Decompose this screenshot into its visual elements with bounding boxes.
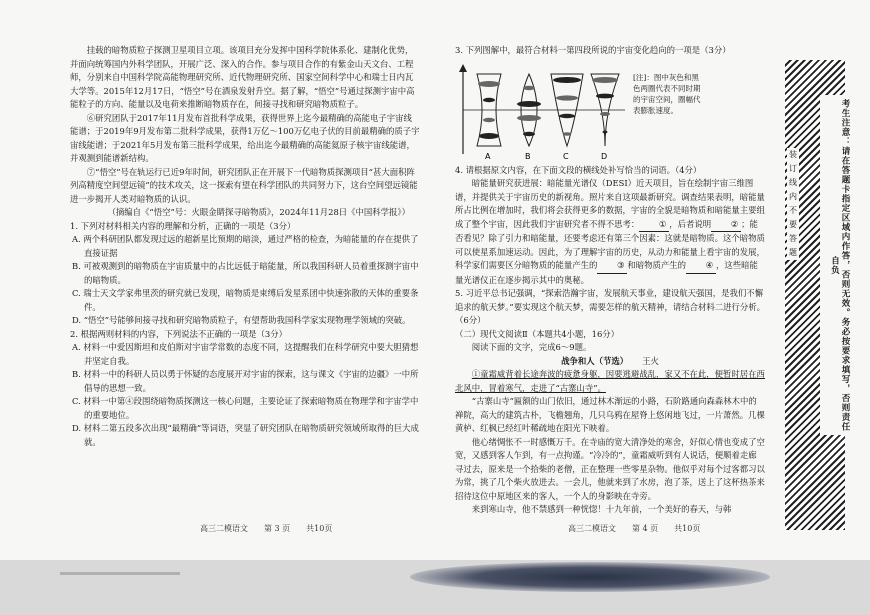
question-1-stem: 1. 下列对材料相关内容的理解和分析，正确的一项是（3分） <box>70 220 296 231</box>
figure-note: [注]：图中灰色和黑色两圈代表不同时期的宇宙空间，圈幅代表膨胀速度。 <box>633 72 701 115</box>
page-3-footer: 高三二模语文 第 3 页 共10页 <box>200 524 333 533</box>
answer-blank-2[interactable]: ② <box>711 218 741 233</box>
source-citation: （摘编自《“悟空”号：火眼金睛探寻暗物质》，2024年11月28日《中国科学报》） <box>107 207 410 217</box>
question-5-stem: 5. 习近平总书记强调，“探索浩瀚宇宙，发展航天事业，建设航天强国，是我们不懈追求的航天梦。”要实现这个航天梦，需要怎样的航天精神，请结合材料二进行分析。（6分） <box>455 288 765 325</box>
question-2-option-c: C. 材料一中第④段围绕暗物质探测这一核心问题，主要论证了探索暗物质在物理学和宇宙学中的重要地位。 <box>72 396 419 420</box>
label-a: A <box>485 151 491 161</box>
question-2-option-b: B. 材料一中的科研人员以勇于怀疑的态度展开对宇宙的探索，这与课文《宇宙的边疆》一中所倡导的思想一致。 <box>72 369 419 393</box>
label-c: C <box>563 151 569 161</box>
section-heading: （二）现代文阅读Ⅱ（本题共4小题，16分） <box>455 328 620 339</box>
passage-paragraph: ⑥研究团队于2017年11月发布首批科学成果，获得世界上迄今最精确的高能电子宇宙线能谱；于2019年9月发布第二批科学成果，获得1万亿～100万亿电子伏的目前最精确的质子宇宙线能谱；于2021年5月发布第三批科学成果，给出迄今最精确的高能氦原子核宇宙线能谱，并观测到能谱新结构。 <box>70 112 420 163</box>
answer-blank-1[interactable]: ① <box>639 218 669 233</box>
story-paragraph: 来到寒山寺，他不禁感到一种恍惚！十九年前，一个美好的春天，与韩 <box>471 504 732 514</box>
question-2-option-a: A. 材料一中爱因斯坦和皮伯斯对宇宙学常数的态度不同，这提醒我们在科学研究中要大胆猜想并坚定自我。 <box>72 342 419 366</box>
story-title: 战争和人（节选） 王火 <box>561 355 659 366</box>
question-3-stem: 3. 下列图解中，最符合材料一第四段所说的宇宙变化趋向的一项是（3分） <box>455 45 731 55</box>
question-2-stem: 2. 根据两则材料的内容，下列说法不正确的一项是（3分） <box>70 328 287 339</box>
scan-shadow <box>410 562 770 592</box>
answer-blank-4[interactable]: ④ <box>686 259 716 274</box>
question-1-option-c: C. 瑞士天文学家弗里茨的研究就已发现，暗物质是束缚后发星系团中快速弥散的天体的重要条件。 <box>72 288 419 312</box>
label-b: B <box>525 151 531 161</box>
question-4-stem: 4. 请根据原文内容，在下面文段的横线处补写恰当的词语。（4分） <box>455 164 702 175</box>
page-3-column <box>70 44 420 449</box>
passage-paragraph: ⑦“悟空”号在轨运行已近9年时间，研究团队正在开展下一代暗物质探测项目“甚大面积阵列高精度空间望远镜”的技术攻关，这一探索有望在科学团队的共同努力下，这台空间望远镜能进一步揭开人类对暗物质的认识。 <box>70 166 418 204</box>
question-1-option-b: B. 可被观测到的暗物质在宇宙质量中的占比远低于暗能量，所以我国科研人员着重探测宇宙中的暗物质。 <box>72 261 419 285</box>
candidate-notice: 考生注意：请在答题卡指定区域内作答，否则无效。务必按要求填写，否则责任自负 <box>820 95 850 435</box>
binding-line-label: 装订线内不要答题 <box>787 148 799 260</box>
question-4-passage: 暗能量研究获进展：暗能量光谱仪（DESI）近天项目，旨在绘制宇宙三维图谱，并提供关于宇宙历史的新视角。照片来自这项最新研究。调查结果表明，暗能量所占比例在增加时，我们将会获得更多的数据，宇宙的全貌是暗物质和暗能量主要组成了整个宇宙，因此我们宇宙研究者不得不思考： ① ，后者说明 ② ；能否看见？除了引力和暗能量，还要考虑还有第三个因素：这就是暗物质。这个暗物质可以使星系加速运动。因此，为了理解宇宙的历史，从动力和能量上看宇宙的发展，科学家们需要区分暗物质的能量产生的 ③ 和暗物质产生的 ④ ，这些暗能量光谱仪正在逐步揭示其中的奥秘。 <box>455 178 765 285</box>
label-d: D <box>601 151 608 161</box>
story-paragraph: 他心绪惆怅不一时感慨万千。在寺庙的宽大清净处的寒舍，好似心情也变成了空宽，又感到客人乍到，有一点拘谨。“冷冷的”，童霜威听到有人说话，便顺着走廊寻过去，原来是一个拾柴的老僧，正在整理一些零星杂物。他似乎对每个过客都习以为常，挑了几个柴火放进去。一会儿，他就来到了水房，泡了茶，送上了这杯热茶来招待这位中原地区来的客人，一个人的身影映在寺旁。 <box>455 436 765 501</box>
scan-artifact <box>60 572 180 575</box>
story-author: 王火 <box>642 355 659 366</box>
passage-paragraph: 挂载的暗物质粒子探测卫星项目立项。该项目充分发挥中国科学院体系化、建制化优势，并面向统筹国内外科学团队，开展广泛、深入的合作。参与项目合作的有紫金山天文台、工程师，分别来自中国科学院高能物理研究所、近代物理研究所、国家空间科学中心和瑞士日内瓦大学等。2015年12月17日，“悟空”号在酒泉发射升空。据了解，“悟空”号通过探测宇宙中高能粒子的方向、能量以及电荷来推断暗物质存在，间接寻找和研究暗物质粒子。 <box>70 45 415 109</box>
answer-blank-3[interactable]: ③ <box>597 259 627 274</box>
story-paragraph: ①童霜威背着长途奔波的疲惫身躯，因要逃避战乱，家又不在此，便暂时居在西北风中，冒着寒气，走进了“古寨山寺”。 <box>455 369 765 393</box>
section-instruction: 阅读下面的文字，完成6～9题。 <box>471 342 592 352</box>
page-4-footer: 高三二模语文 第 4 页 共10页 <box>568 524 701 533</box>
story-paragraph: “古寨山寺”匾额的山门依旧，通过林木渐远的小路，石阶路通向森森林木中的禅院，高大的建筑古朴，飞檐翘角，几只乌鸦在屋脊上悠闲地飞过，一片萧然。几棵黄栌、红枫已经红叶稀疏地在阳光下映着。 <box>455 396 765 433</box>
question-1-option-d: D. “悟空”号能够间接寻找和研究暗物质粒子，有望帮助我国科学家实现物理学领域的突破。 <box>72 315 411 325</box>
universe-diagram <box>455 62 630 162</box>
question-1-option-a: A. 两个科研团队都发现过远的超新星比预期的暗淡，通过严格的检查，为暗能量的存在提供了直接证据 <box>72 234 419 258</box>
page-4-column <box>455 44 765 517</box>
question-3-figure <box>455 62 765 162</box>
question-2-option-d: D. 材料二第五段多次出现“最精确”等词语，突显了研究团队在暗物质研究领域所取得的巨大成就。 <box>72 423 419 447</box>
